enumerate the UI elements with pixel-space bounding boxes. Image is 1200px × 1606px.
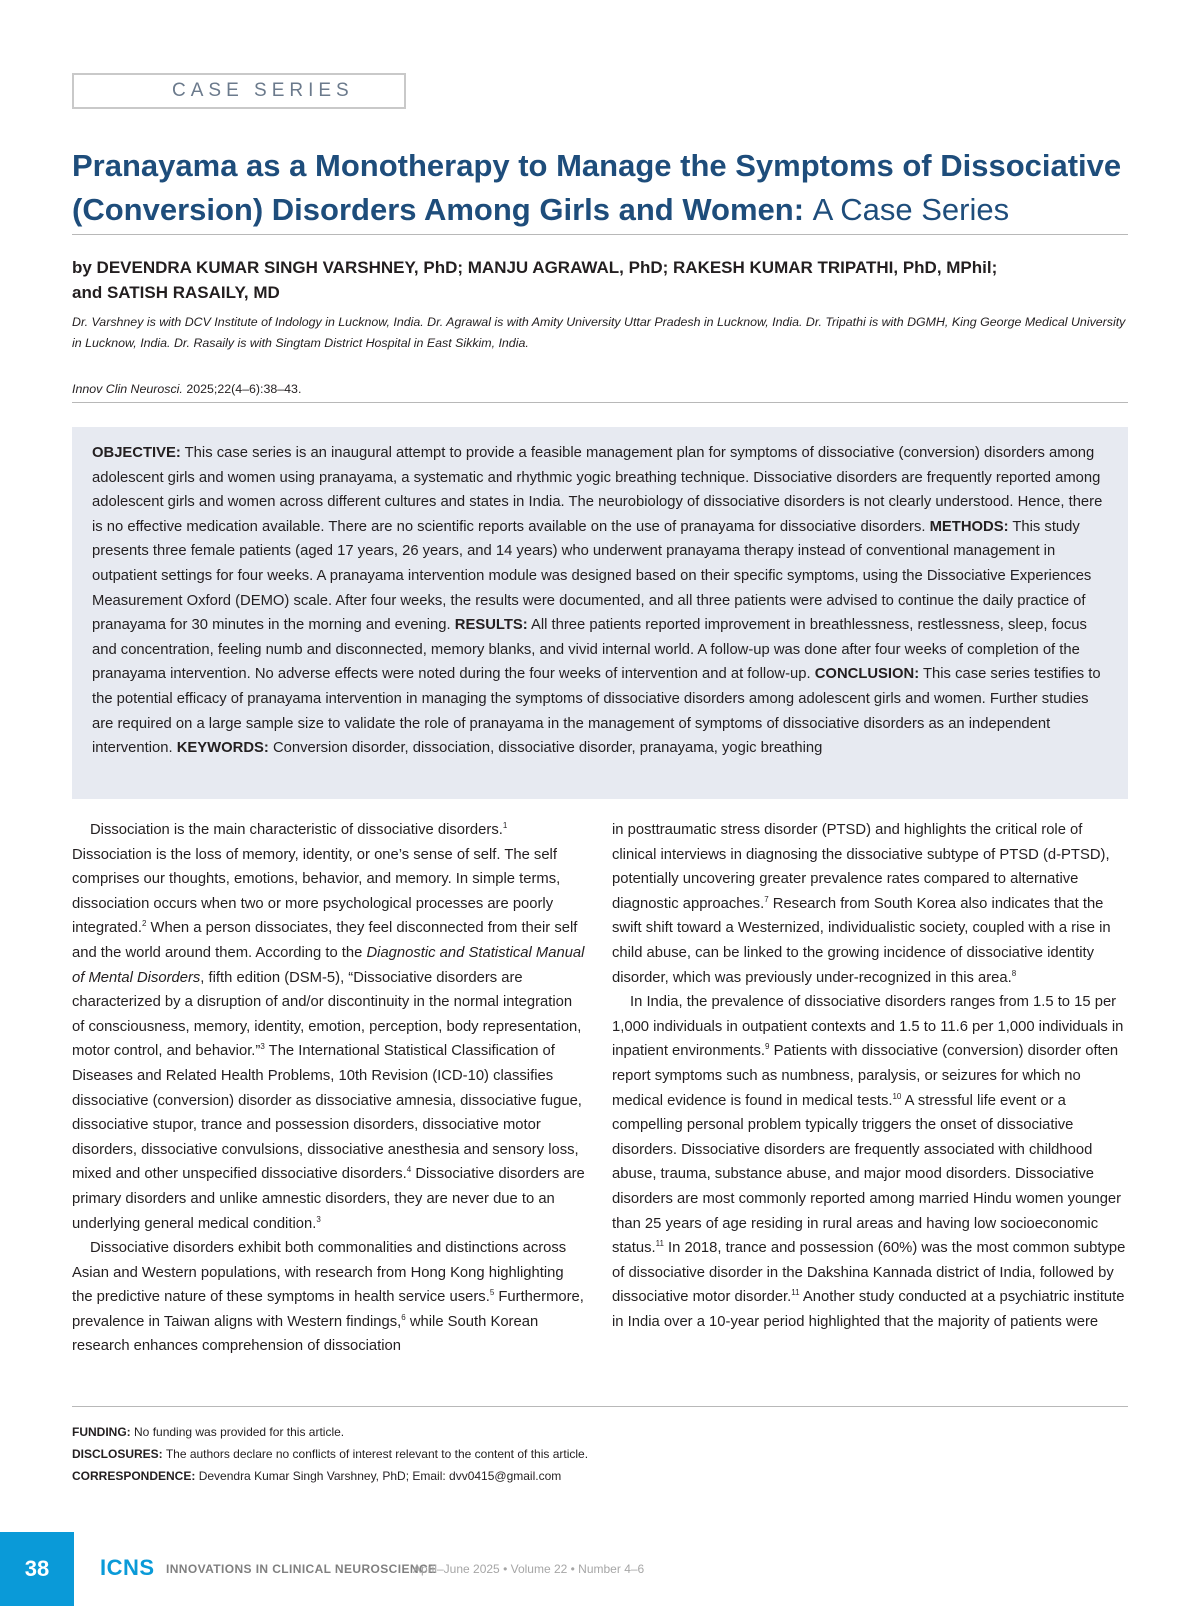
body-paragraph <box>612 818 1128 990</box>
body-text: Dissociation is the main characteristic of dissociative disorders. <box>90 822 503 838</box>
results-label: RESULTS: <box>454 617 528 634</box>
funding-text: No funding was provided for this article. <box>134 1425 345 1439</box>
keywords-text: Conversion disorder, dissociation, dissociative disorder, pranayama, yogic breathing <box>272 740 823 757</box>
body-text: The International Statistical Classification of Diseases and Related Health Problems, 10th Revision (ICD-10) classifies dissociative (conversion) disorder as dissociative amnesia, dissociative fugue, dissociative stupor, trance and possession disorders, dissociative motor disorders, dissociative convulsions, dissociative anesthesia and sensory loss, mixed and other unspecified dissociative disorders. <box>72 1043 582 1183</box>
body-column-left <box>72 818 586 1359</box>
page-number: 38 <box>0 1532 74 1606</box>
citation-marker: 1 <box>502 821 508 830</box>
issue-info: April–June 2025 • Volume 22 • Number 4–6 <box>413 1562 645 1576</box>
citation-marker: 7 <box>764 894 769 904</box>
body-text: In India, the prevalence of dissociative disorders ranges from 1.5 to 15 per 1,000 individuals in outpatient contexts and 1.5 to 11.6 per 1,000 individuals in inpatient environments. <box>612 994 1124 1060</box>
correspondence-text: Devendra Kumar Singh Varshney, PhD; Email: dvv0415@gmail.com <box>198 1469 562 1483</box>
abstract-box <box>72 427 1128 799</box>
body-paragraph <box>612 990 1128 1334</box>
author-affiliations: Dr. Varshney is with DCV Institute of Indology in Lucknow, India. Dr. Agrawal is with Amity University Uttar Pradesh in Lucknow, India. Dr. Tripathi is with DGMH, King George Medical University in Lucknow, India. Dr. Rasaily is with Singtam District Hospital in East Sikkim, India. <box>72 315 1126 350</box>
author-line-1: by DEVENDRA KUMAR SINGH VARSHNEY, PhD; MANJU AGRAWAL, PhD; RAKESH KUMAR TRIPATHI, PhD, MPhil; <box>72 258 998 277</box>
disclosures-note <box>72 1443 1132 1465</box>
citation-marker: 3 <box>260 1042 265 1052</box>
article-title <box>72 144 1132 232</box>
body-paragraph <box>72 818 586 1236</box>
correspondence-label: CORRESPONDENCE: <box>72 1469 196 1483</box>
funding-note <box>72 1421 1132 1443</box>
body-text: Another study conducted at a psychiatric institute in India over a 10-year period highlighted that the majority of patients were <box>612 1289 1125 1330</box>
body-text: while South Korean research enhances comprehension of dissociation <box>72 1313 539 1355</box>
funding-label: FUNDING: <box>72 1425 131 1439</box>
body-paragraph <box>72 1236 586 1359</box>
keywords-label: KEYWORDS: <box>176 740 269 757</box>
body-text: Dissociative disorders exhibit both commonalities and distinctions across Asian and Western populations, with research from Hong Kong highlighting the predictive nature of these symptoms in health service users. <box>72 1240 567 1306</box>
body-text: Dissociative disorders are primary disorders and unlike amnestic disorders, they are never due to an underlying general medical condition. <box>72 1166 585 1232</box>
objective-label: OBJECTIVE: <box>92 445 181 461</box>
citation-marker: 10 <box>892 1091 902 1101</box>
objective-text: This case series is an inaugural attempt to provide a feasible management plan for symptoms of dissociative (conversion) disorders among adolescent girls and women using pranayama, a systematic and rhythmic yogic breathing technique. Dissociative disorders are frequently reported among adolescent girls and women across different cultures and states in India. The neurobiology of dissociative disorders is not clearly understood. Hence, there is no effective medication available. There are no scientific reports available on the use of pranayama for dissociative disorders. <box>92 445 1103 535</box>
citation-marker: 4 <box>406 1165 412 1175</box>
methods-text: This study presents three female patients (aged 17 years, 26 years, and 14 years) who underwent pranayama therapy instead of conventional management in outpatient settings for four weeks. A pranayama intervention module was designed based on their specific symptoms, using the Dissociative Experiences Measurement Oxford (DEMO) scale. After four weeks, the results were documented, and all three patients were advised to continue the daily practice of pranayama for 30 minutes in the morning and evening. <box>92 518 1092 634</box>
body-text: Furthermore, prevalence in Taiwan aligns with Western findings, <box>72 1289 584 1330</box>
title-divider <box>72 234 1128 235</box>
section-label: CASE SERIES <box>72 73 406 109</box>
citation-ref: 2025;22(4–6):38–43. <box>186 382 302 396</box>
disclosures-text: The authors declare no conflicts of interest relevant to the content of this article. <box>165 1447 589 1461</box>
disclosures-label: DISCLOSURES: <box>72 1447 163 1461</box>
title-subtitle: A Case Series <box>812 192 1010 227</box>
citation-marker: 8 <box>1011 968 1017 978</box>
journal-name: INNOVATIONS IN CLINICAL NEUROSCIENCE <box>166 1562 437 1576</box>
footnote-divider <box>72 1406 1128 1407</box>
citation <box>72 380 301 398</box>
journal-logo: ICNS <box>100 1555 155 1580</box>
author-line-2: and SATISH RASAILY, MD <box>72 283 280 302</box>
conclusion-text: This case series testifies to the potential efficacy of pranayama intervention in managing the symptoms of dissociative disorders among adolescent girls and women. Further studies are required on a large sample size to validate the role of pranayama in the management of symptoms of dissociative disorders as an independent intervention. <box>92 666 1101 757</box>
abstract-text <box>92 441 1108 761</box>
correspondence-note <box>72 1465 1132 1487</box>
body-text: Dissociation is the loss of memory, identity, or one’s sense of self. The self comprises our thoughts, emotions, behavior, and memory. In simple terms, dissociation occurs when two or more psychological processes are poorly integrated. <box>72 846 561 937</box>
header-divider <box>72 402 1128 403</box>
body-text: Patients with dissociative (conversion) disorder often report symptoms such as numbness, paralysis, or seizures for which no medical evidence is found in medical tests. <box>612 1043 1119 1109</box>
citation-marker: 11 <box>791 1288 800 1298</box>
citation-marker: 11 <box>655 1239 664 1249</box>
citation-marker: 5 <box>489 1288 495 1298</box>
body-text: Research from South Korea also indicates that the swift shift toward a Westernized, individualistic society, coupled with a rise in child abuse, can be linked to the growing incidence of dissociative identity disorder, which was previously under-recognized in this area. <box>612 895 1111 986</box>
body-text: , fifth edition (DSM-5), “Dissociative disorders are characterized by a disruption of and/or discontinuity in the normal integration of consciousness, memory, identity, emotion, perception, body representation, motor control, and behavior.” <box>72 969 582 1060</box>
dsm-title: Diagnostic and Statistical Manual of Mental Disorders <box>72 944 585 986</box>
body-text: When a person dissociates, they feel disconnected from their self and the world around them. According to the <box>72 920 578 961</box>
citation-marker: 6 <box>401 1312 406 1322</box>
citation-marker: 2 <box>141 919 147 929</box>
body-text: In 2018, trance and possession (60%) was the most common subtype of dissociative disorder in the Dakshina Kannada district of India, followed by dissociative motor disorder. <box>612 1240 1126 1306</box>
body-text: in posttraumatic stress disorder (PTSD) and highlights the critical role of clinical interviews in diagnosing the dissociative subtype of PTSD (d-PTSD), potentially uncovering greater prevalence rates compared to alternative diagnostic approaches. <box>612 822 1110 912</box>
footnotes <box>72 1421 1132 1487</box>
body-text: A stressful life event or a compelling personal problem typically triggers the onset of dissociative disorders. Dissociative disorders are frequently associated with childhood abuse, trauma, substance abuse, and major mood disorders. Dissociative disorders are most commonly reported among married Hindu women younger than 25 years of age residing in rural areas and having low socioeconomic status. <box>612 1092 1122 1257</box>
body-column-right <box>612 818 1128 1334</box>
citation-journal: Innov Clin Neurosci. <box>72 382 183 396</box>
methods-label: METHODS: <box>929 518 1009 535</box>
author-list <box>72 255 1132 305</box>
citation-marker: 3 <box>316 1214 321 1224</box>
citation-marker: 9 <box>765 1042 770 1052</box>
title-main: Pranayama as a Monotherapy to Manage the Symptoms of Dissociative (Conversion) Disorders Among Girls and Women: <box>72 148 1122 227</box>
results-text: All three patients reported improvement in breathlessness, restlessness, sleep, focus and concentration, feeling numb and disconnected, memory blanks, and vivid internal world. A follow-up was done after four weeks of completion of the pranayama intervention. No adverse effects were noted during the four weeks of intervention and at follow-up. <box>92 617 1087 683</box>
conclusion-label: CONCLUSION: <box>814 666 920 683</box>
